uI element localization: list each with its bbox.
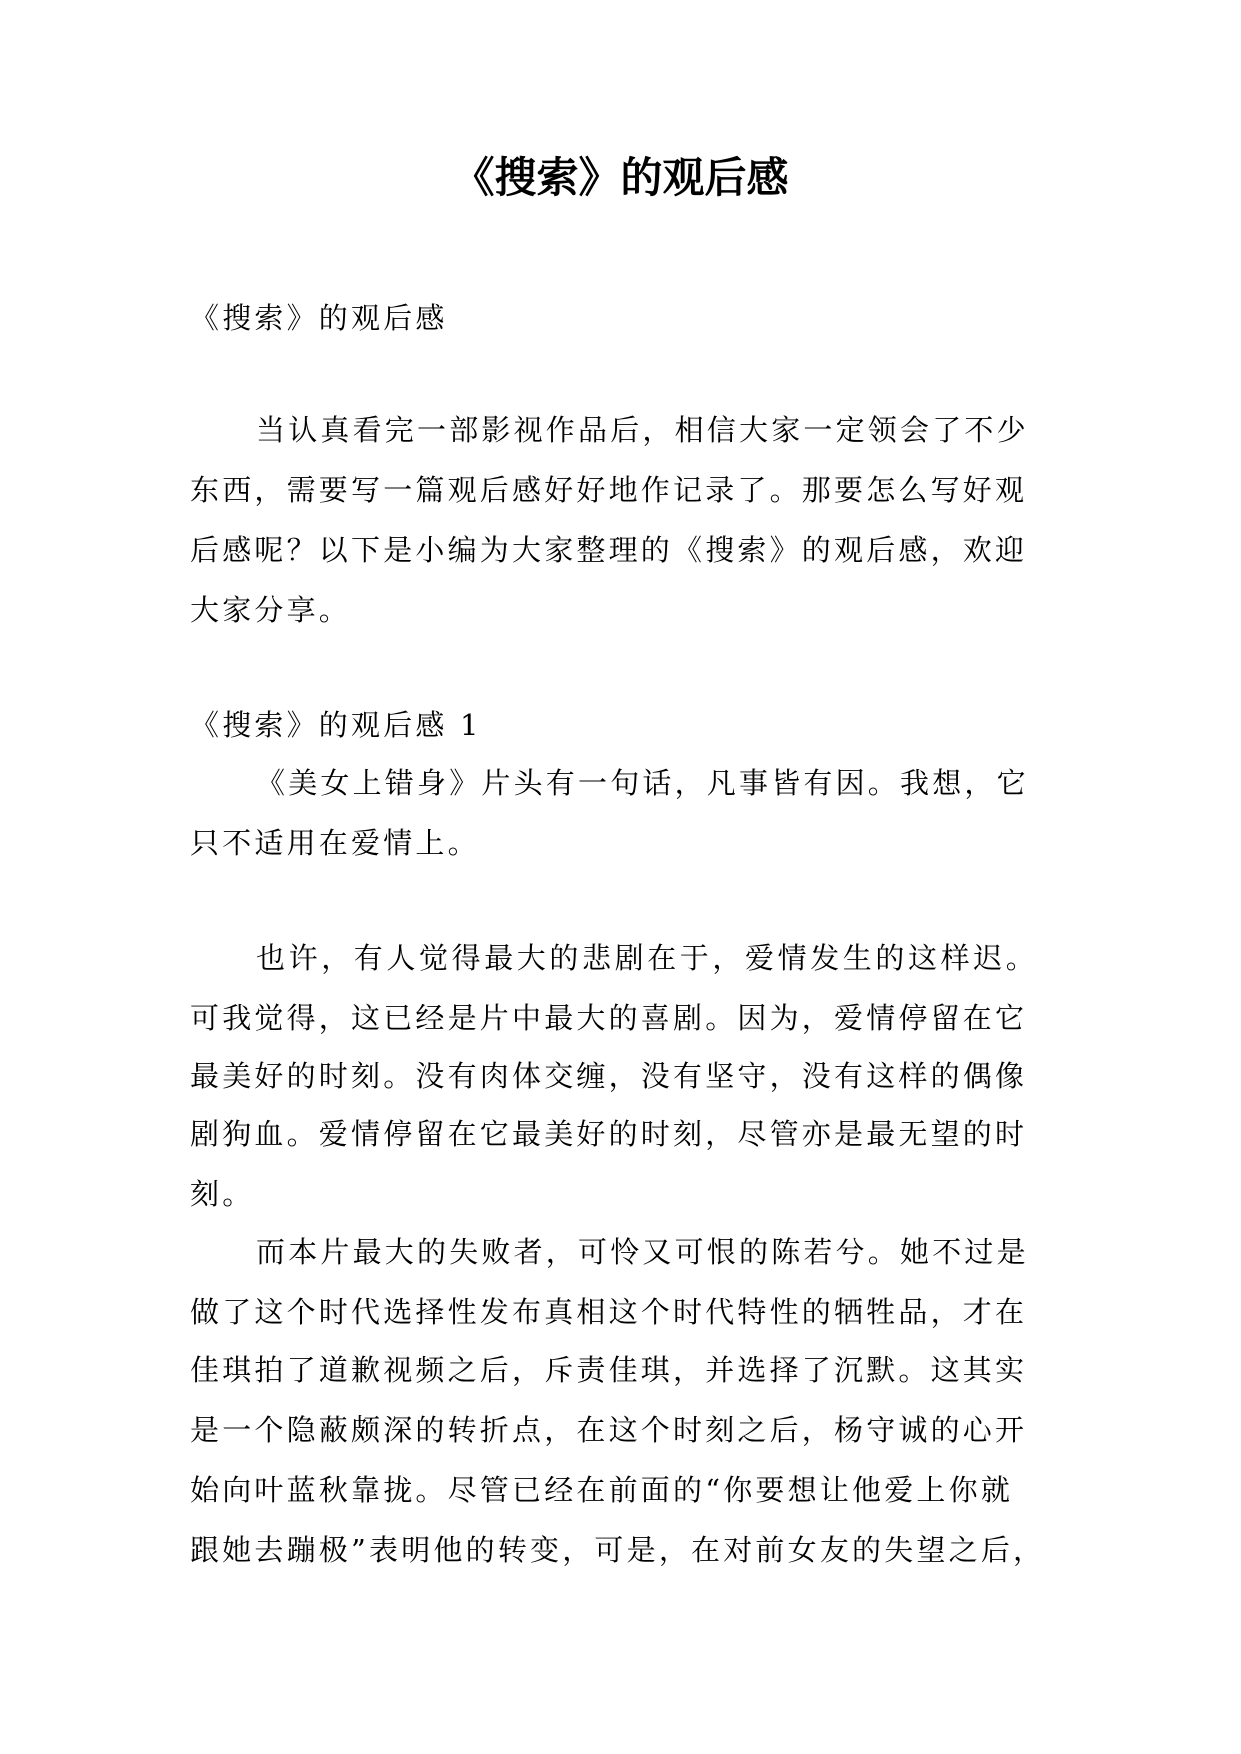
para3-line-2: 做了这个时代选择性发布真相这个时代特性的牺牲品，才在 [190, 1295, 1028, 1329]
section-heading: 《搜索》的观后感 1 [190, 708, 482, 742]
intro-line-1: 当认真看完一部影视作品后，相信大家一定领会了不少 [256, 413, 1029, 447]
para2-line-2: 可我觉得，这已经是片中最大的喜剧。因为，爱情停留在它 [190, 1001, 1028, 1035]
para1-line-1: 《美女上错身》片头有一句话，凡事皆有因。我想，它 [256, 766, 1029, 800]
intro-line-2: 东西，需要写一篇观后感好好地作记录了。那要怎么写好观 [190, 473, 1028, 507]
para2-line-1: 也许，有人觉得最大的悲剧在于，爱情发生的这样迟。 [256, 941, 1039, 975]
para3-line-4: 是一个隐蔽颇深的转折点，在这个时刻之后，杨守诚的心开 [190, 1413, 1028, 1447]
para1-line-2: 只不适用在爱情上。 [190, 826, 480, 860]
para3-line-6: 跟她去蹦极”表明他的转变，可是，在对前女友的失望之后， [190, 1533, 1046, 1567]
para2-line-5: 刻。 [190, 1177, 255, 1211]
para3-line-1: 而本片最大的失败者，可怜又可恨的陈若兮。她不过是 [256, 1235, 1029, 1269]
para2-line-3: 最美好的时刻。没有肉体交缠，没有坚守，没有这样的偶像 [190, 1059, 1028, 1093]
document-title: 《搜索》的观后感 [452, 153, 789, 202]
para2-line-4: 剧狗血。爱情停留在它最美好的时刻，尽管亦是最无望的时 [190, 1117, 1028, 1151]
document-subtitle: 《搜索》的观后感 [190, 301, 448, 335]
intro-line-4: 大家分享。 [190, 593, 352, 627]
para3-line-3: 佳琪拍了道歉视频之后，斥责佳琪，并选择了沉默。这其实 [190, 1353, 1028, 1387]
intro-line-3: 后感呢？以下是小编为大家整理的《搜索》的观后感，欢迎 [190, 533, 1028, 567]
para3-line-5: 始向叶蓝秋靠拢。尽管已经在前面的“你要想让他爱上你就 [190, 1473, 1014, 1507]
